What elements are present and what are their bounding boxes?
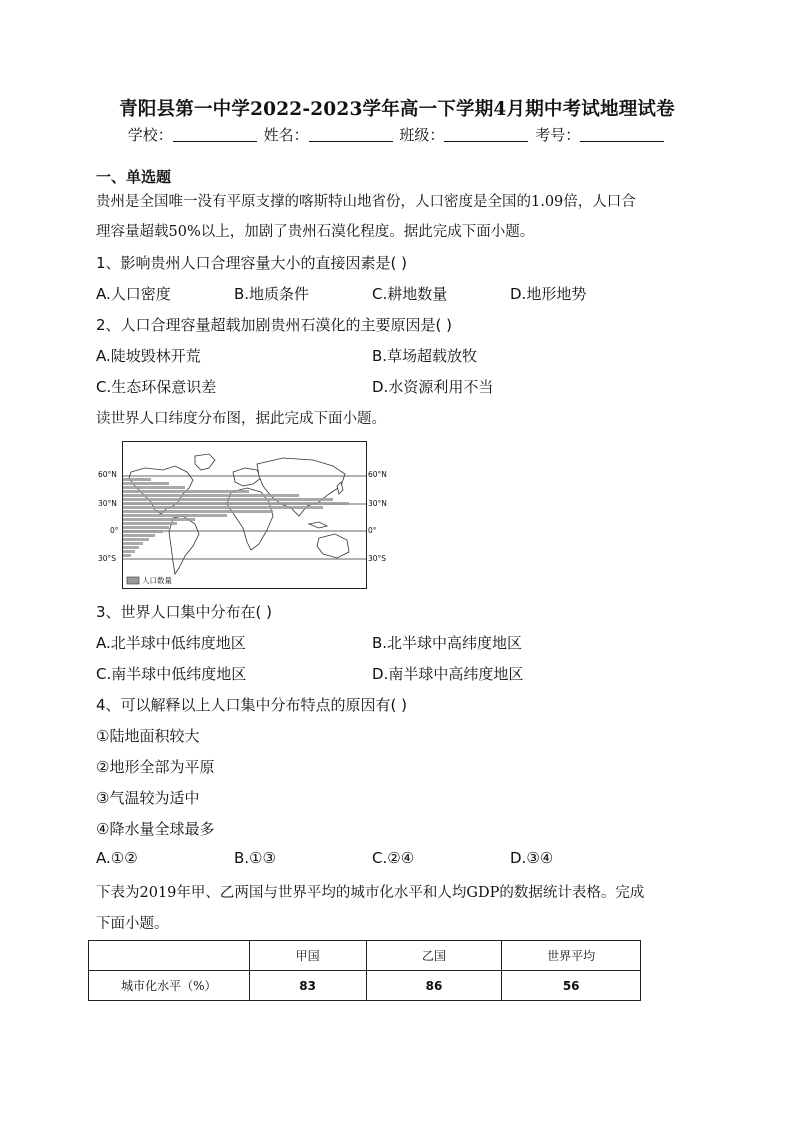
section-heading: 一、单选题 bbox=[96, 168, 172, 186]
table-header-row bbox=[89, 941, 641, 971]
table-header-cell: 甲国 bbox=[249, 941, 366, 971]
q1-option-b[interactable]: B.地质条件 bbox=[234, 285, 310, 303]
name-label: 姓名： bbox=[263, 126, 309, 144]
population-bar bbox=[123, 534, 155, 537]
lat-label-60n-left: 60°N bbox=[98, 470, 117, 479]
q3-option-a[interactable]: A.北半球中低纬度地区 bbox=[96, 634, 246, 652]
q4-option-d[interactable]: D.③④ bbox=[510, 849, 554, 867]
school-label: 学校： bbox=[127, 126, 173, 144]
passage1-line1: 贵州是全国唯一没有平原支撑的喀斯特山地省份，人口密度是全国的1.09倍，人口合 bbox=[96, 194, 636, 210]
student-info-line bbox=[0, 124, 794, 145]
population-bar bbox=[123, 478, 151, 481]
table-header-cell bbox=[89, 941, 250, 971]
q4-item-4: ④降水量全球最多 bbox=[96, 820, 215, 838]
table-row bbox=[89, 971, 641, 1001]
q4-item-3: ③气温较为适中 bbox=[96, 789, 200, 807]
indonesia-outline bbox=[309, 522, 327, 528]
q3-option-b[interactable]: B.北半球中高纬度地区 bbox=[372, 634, 523, 652]
question-1-stem: 1、影响贵州人口合理容量大小的直接因素是( ) bbox=[96, 254, 408, 272]
q1-option-c[interactable]: C.耕地数量 bbox=[372, 285, 448, 303]
greenland-outline bbox=[195, 454, 215, 470]
passage3-line2: 下面小题。 bbox=[96, 916, 169, 932]
population-bar bbox=[123, 554, 131, 557]
lat-label-0-left: 0° bbox=[110, 526, 119, 535]
question-3-stem: 3、世界人口集中分布在( ) bbox=[96, 603, 273, 621]
population-bar bbox=[123, 498, 333, 501]
legend-label: 人口数量 bbox=[142, 576, 172, 585]
population-bar bbox=[123, 514, 227, 517]
population-bar bbox=[123, 530, 163, 533]
q4-item-2: ②地形全部为平原 bbox=[96, 758, 215, 776]
population-bar bbox=[123, 542, 143, 545]
population-bar bbox=[123, 550, 135, 553]
q4-item-1: ①陆地面积较大 bbox=[96, 727, 200, 745]
population-bar bbox=[123, 518, 195, 521]
class-blank[interactable] bbox=[444, 127, 528, 142]
population-bar bbox=[123, 506, 323, 509]
name-blank[interactable] bbox=[309, 127, 393, 142]
population-bar bbox=[123, 538, 149, 541]
q4-option-b[interactable]: B.①③ bbox=[234, 849, 276, 867]
lat-label-0-right: 0° bbox=[368, 526, 377, 535]
passage3-line1: 下表为2019年甲、乙两国与世界平均的城市化水平和人均GDP的数据统计表格。完成 bbox=[96, 885, 645, 901]
population-bar bbox=[123, 494, 299, 497]
lat-label-60n-right: 60°N bbox=[368, 470, 387, 479]
number-label: 考号： bbox=[535, 126, 581, 144]
q2-option-c[interactable]: C.生态环保意识差 bbox=[96, 378, 217, 396]
q4-option-a[interactable]: A.①② bbox=[96, 849, 138, 867]
map-legend bbox=[127, 577, 139, 584]
page-title: 青阳县第一中学2022-2023学年高一下学期4月期中考试地理试卷 bbox=[119, 99, 675, 120]
passage2: 读世界人口纬度分布图，据此完成下面小题。 bbox=[96, 411, 386, 427]
q4-option-c[interactable]: C.②④ bbox=[372, 849, 415, 867]
map-drawing bbox=[123, 442, 366, 588]
table-row-label: 城市化水平（%） bbox=[89, 971, 250, 1001]
population-bar bbox=[123, 526, 169, 529]
population-bar bbox=[123, 502, 349, 505]
table-header-cell: 世界平均 bbox=[502, 941, 641, 971]
australia-outline bbox=[317, 534, 349, 558]
population-bar bbox=[123, 490, 249, 493]
population-bar bbox=[123, 546, 139, 549]
q2-option-a[interactable]: A.陡坡毁林开荒 bbox=[96, 347, 201, 365]
q1-option-d[interactable]: D.地形地势 bbox=[510, 285, 587, 303]
world-population-map bbox=[122, 441, 367, 589]
question-2-stem: 2、人口合理容量超载加剧贵州石漠化的主要原因是( ) bbox=[96, 316, 453, 334]
africa-outline bbox=[227, 488, 273, 550]
number-blank[interactable] bbox=[580, 127, 664, 142]
question-4-stem: 4、可以解释以上人口集中分布特点的原因有( ) bbox=[96, 696, 408, 714]
lat-label-30n-right: 30°N bbox=[368, 499, 387, 508]
lat-label-30n-left: 30°N bbox=[98, 499, 117, 508]
lat-label-30s-right: 30°S bbox=[368, 554, 387, 563]
lat-label-30s-left: 30°S bbox=[98, 554, 117, 563]
europe-outline bbox=[233, 468, 261, 486]
q3-option-d[interactable]: D.南半球中高纬度地区 bbox=[372, 665, 524, 683]
passage1-line2: 理容量超载50%以上，加剧了贵州石漠化程度。据此完成下面小题。 bbox=[96, 224, 535, 240]
table-cell: 86 bbox=[366, 971, 502, 1001]
class-label: 班级： bbox=[399, 126, 445, 144]
table-cell: 83 bbox=[249, 971, 366, 1001]
table-cell: 56 bbox=[502, 971, 641, 1001]
q3-option-c[interactable]: C.南半球中低纬度地区 bbox=[96, 665, 247, 683]
population-bar bbox=[123, 522, 177, 525]
data-table bbox=[88, 940, 641, 1001]
q1-option-a[interactable]: A.人口密度 bbox=[96, 285, 171, 303]
population-bar bbox=[123, 482, 169, 485]
q2-option-b[interactable]: B.草场超载放牧 bbox=[372, 347, 478, 365]
school-blank[interactable] bbox=[173, 127, 257, 142]
legend-swatch bbox=[127, 577, 139, 584]
population-bar bbox=[123, 510, 273, 513]
population-bar bbox=[123, 486, 185, 489]
table-header-cell: 乙国 bbox=[366, 941, 502, 971]
q2-option-d[interactable]: D.水资源利用不当 bbox=[372, 378, 494, 396]
